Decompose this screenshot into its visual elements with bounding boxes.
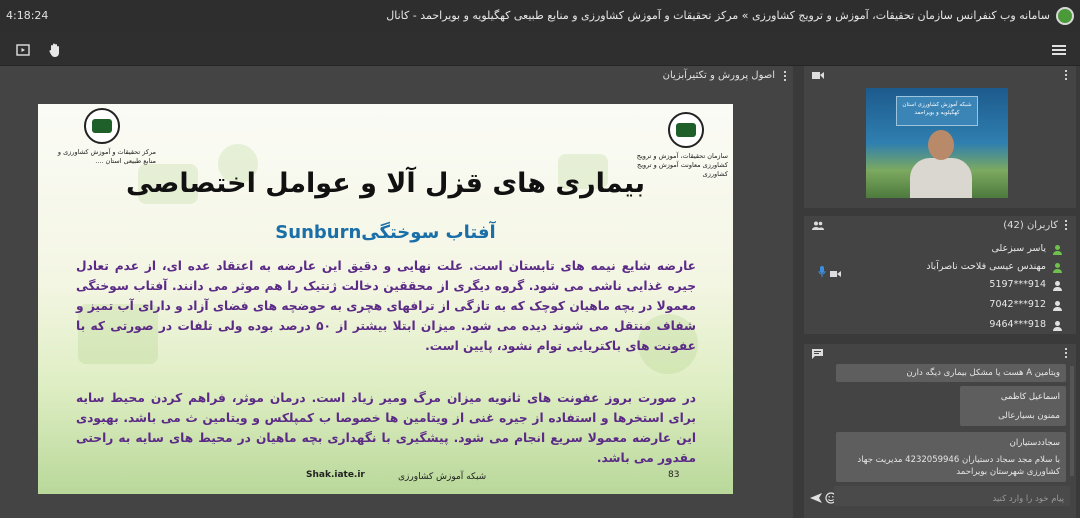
user-name: 912***7042 [989,299,1046,310]
user-icon [1053,245,1062,255]
user-name: یاسر سبزعلی [991,243,1046,254]
slide-right-logo [668,112,704,148]
send-icon[interactable] [810,489,822,508]
users-panel [804,216,1076,334]
chat-message [836,364,1066,382]
slide-title: بیماری های قزل آلا و عوامل اختصاصی [125,168,646,199]
user-icon [1053,321,1062,331]
app-logo-icon [1056,7,1074,25]
webcam-options-icon[interactable] [1064,70,1068,82]
slide-paragraph-2: در صورت بروز عفونت های ثانویه میزان مرگ ومیر زیاد است. درمان موثر، فراهم کردن محیط سایه برای استخرها و استفاده از جیره غنی از ویتامین ها خصوصا ب کمپلکس و ویتامین ث می باشد. بهبودی این عارضه معمولا سریع انجام می شود. پیشگیری با نگهداری بچه ماهیان در محیط های سایه به راحتی مقدور می باشد. [76,391,696,465]
presentation-panel [0,66,793,518]
user-row[interactable] [804,242,1076,258]
video-camera-icon [812,71,824,83]
user-name: 918***9464 [989,319,1046,330]
chat-message [836,432,1066,482]
webcam-person-body [910,158,972,198]
hamburger-menu-icon[interactable] [1052,45,1066,55]
chat-message-text: ممنون بسیارعالی [998,411,1060,421]
users-options-icon[interactable] [1064,220,1068,232]
users-count-label: کاربران (42) [1003,220,1058,231]
user-icon [1053,301,1062,311]
user-row[interactable] [804,318,1076,334]
user-name: مهندس عیسی فلاحت ناصرآباد [926,261,1046,272]
user-name: 914***5197 [989,279,1046,290]
chat-message-text: با سلام مجد سجاد دستیاران 4232059946 مدیریت جهاد کشاورزی شهرستان بویراحمد [857,455,1060,477]
raise-hand-icon[interactable] [48,42,64,58]
title-bar [0,0,1080,32]
chat-message [960,386,1066,426]
toolbar [0,32,1080,66]
users-header [804,216,1076,236]
users-group-icon [812,221,824,233]
chat-header [804,344,1076,364]
chat-input-field[interactable] [834,489,1070,509]
user-icon [1053,263,1062,273]
user-icon [1053,281,1062,291]
slide-right-logo-text: سازمان تحقیقات، آموزش و ترویج کشاورزی معاونت آموزش و ترویج کشاورزی [636,152,728,178]
webcam-panel [804,66,1076,208]
presentation-title: اصول پرورش و تکثیرآبزیان [662,70,775,81]
webcam-video[interactable] [866,88,1008,198]
slide-left-logo-text: مرکز تحقیقات و آموزش کشاورزی و منابع طبیعی استان .... [57,148,156,165]
presentation-header [0,66,793,86]
webcam-header [804,66,1076,86]
chat-message-author: اسماعیل کاظمی [1000,392,1060,402]
present-screen-icon[interactable] [16,42,32,58]
chat-message-text: ویتامین A هست یا مشکل بیماری دیگه دارن [906,368,1060,378]
webcam-banner: شبکه آموزش کشاورزی استان کهگیلویه و بویراحمد [896,96,978,126]
chat-options-icon[interactable] [1064,348,1068,360]
slide-left-logo [84,108,120,144]
slide-footer-site: Shak.iate.ir [306,470,365,480]
chat-icon [812,349,823,362]
chat-panel [804,344,1076,518]
slide-paragraph-1: عارضه شایع نیمه های تابستان است. علت نهایی و دقیق این عارضه به اعتقاد عده ای، از عدم تعادل جیره غذایی ناشی می شود. گروه دیگری از محققین دخالت ژنتیک را هم موثر می دانند. آفتاب سوختگی معمولا در بچه ماهیان کوچک که به تازگی از ترافهای هچری به حوضچه های فضای آزاد و دارای آب تمیز و شفاف منتقل می شوند دیده می شود. میزان ابتلا بیشتر از ۵۰ درصد بوده ولی تلفات در صورتی که با عفونت های باکتریایی توام نشود، پایین است. [76,259,696,353]
chat-scrollbar[interactable] [1070,366,1074,476]
slide [38,104,733,494]
session-timer: 4:18:24 [6,9,49,22]
slide-subtitle: آفتاب سوختگیSunburn [275,222,496,243]
user-row[interactable] [804,298,1076,314]
chat-message-author: سجاددستیاران [1009,438,1060,448]
chat-input[interactable] [834,486,1070,506]
presentation-options-icon[interactable] [783,71,787,83]
window-title: سامانه وب کنفرانس سازمان تحقیقات، آموزش و ترویج کشاورزی » مرکز تحقیقات و آموزش کشاورزی و منابع طبیعی کهگیلویه و بویراحمد - کانال [386,9,1050,22]
slide-footer-network: شبکه آموزش کشاورزی [398,472,487,482]
slide-page-number: 83 [668,470,680,480]
user-row[interactable] [804,260,1076,276]
webcam-person-head [928,130,954,160]
user-row[interactable] [804,278,1076,294]
